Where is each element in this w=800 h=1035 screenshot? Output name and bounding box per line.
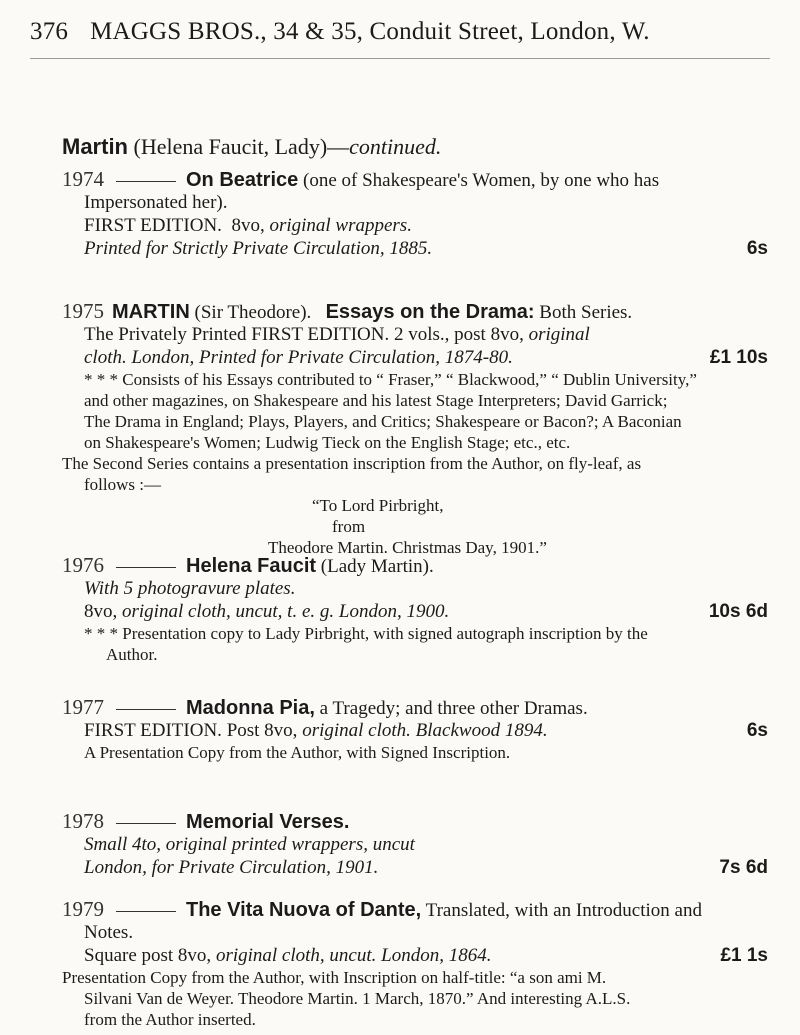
lot-title-rest: (Lady Martin). (316, 556, 434, 577)
lot-number: 1974 (62, 167, 104, 191)
entry-1978 (62, 810, 768, 879)
lot-number: 1975 (62, 299, 104, 323)
lot-number: 1978 (62, 809, 104, 833)
lot-imprint: London, for Private Circulation, 1901. (84, 857, 379, 878)
lot-description: Small 4to, original printed wrappers, uncut (84, 834, 415, 855)
inscription-line: from (332, 517, 366, 536)
lot-title: Madonna Pia, (186, 697, 315, 719)
lot-title: The Vita Nuova of Dante, (186, 899, 422, 921)
entry-1974 (62, 168, 768, 260)
lot-edition: FIRST EDITION. (84, 720, 222, 741)
lot-edition: FIRST EDITION. (84, 215, 222, 236)
lot-imprint-line (62, 237, 768, 260)
note-line: * * * Consists of his Essays contributed to “ Fraser,” “ Blackwood,” “ Dublin University,” (84, 370, 697, 389)
lot-imprint: London, 1864. (376, 945, 492, 966)
lot-imprint: Printed for Strictly Private Circulation, 1885. (84, 238, 433, 259)
entry-1975 (62, 300, 768, 558)
lot-title-continued: Notes. (84, 922, 134, 943)
entry-1979 (62, 898, 768, 1030)
lot-format: 8vo, (84, 601, 122, 622)
note-line: follows :— (84, 475, 161, 494)
entry-heading (62, 168, 768, 191)
lot-author-rest: (Sir Theodore). (189, 302, 312, 323)
running-head (30, 18, 770, 46)
lot-format: Post 8vo, (221, 720, 303, 741)
note-line: Presentation Copy from the Author, with Inscription on half-title: “a son ami M. (62, 968, 607, 987)
lot-title: On Beatrice (186, 169, 299, 191)
lot-price: 6s (746, 238, 768, 259)
ditto-dash (116, 567, 176, 568)
lot-title-continued: Impersonated her). (84, 192, 228, 213)
lot-title-rest: a Tragedy; and three other Dramas. (314, 698, 588, 719)
lot-title: Helena Faucit (186, 555, 317, 577)
lot-price: 6s (746, 720, 768, 741)
lot-title: Memorial Verses. (186, 811, 350, 833)
note-line: A Presentation Copy from the Author, with Signed Inscription. (84, 743, 511, 762)
note-line: from the Author inserted. (84, 1010, 256, 1029)
entry-heading (62, 810, 768, 833)
lot-price: £1 1s (720, 945, 768, 966)
lot-binding: original cloth. (302, 720, 411, 741)
lot-description (62, 323, 768, 346)
lot-title-rest: Both Series. (534, 302, 633, 323)
lot-imprint: cloth. London, Printed for Private Circulation, 1874-80. (84, 347, 513, 368)
section-heading (62, 134, 441, 160)
note-line: and other magazines, on Shakespeare and his latest Stage Interpreters; David Garrick; (84, 391, 668, 410)
lot-description (62, 214, 768, 237)
section-rest: (Helena Faucit, Lady)— (128, 134, 350, 159)
note-line: Silvani Van de Weyer. Theodore Martin. 1 March, 1870.” And interesting A.L.S. (84, 989, 631, 1008)
lot-binding: original (528, 324, 590, 345)
lot-author: MARTIN (112, 301, 190, 323)
lot-title: Essays on the Drama: (325, 301, 535, 323)
lot-imprint-line (62, 856, 768, 879)
lot-format: Square post 8vo, (84, 945, 216, 966)
lot-binding: original cloth, uncut, t. e. g. (122, 601, 335, 622)
entry-1976 (62, 554, 768, 665)
lot-format: 8vo, (231, 215, 270, 236)
lot-binding: original wrappers. (269, 215, 412, 236)
lot-number: 1979 (62, 897, 104, 921)
ditto-dash (116, 709, 176, 710)
entry-heading (62, 898, 768, 921)
lot-imprint-line (62, 600, 768, 623)
note-line: The Drama in England; Plays, Players, and Critics; Shakespeare or Bacon?; A Baconian (84, 412, 682, 431)
lot-imprint-line (62, 944, 768, 967)
lot-title-rest: (one of Shakespeare's Women, by one who has (298, 170, 660, 191)
entry-1977 (62, 696, 768, 763)
note-line: on Shakespeare's Women; Ludwig Tieck on the English Stage; etc., etc. (84, 433, 571, 452)
publisher-header: MAGGS BROS., 34 & 35, Conduit Street, London, W. (90, 18, 650, 45)
lot-imprint: Blackwood 1894. (410, 720, 548, 741)
inscription-line: Theodore Martin. Christmas Day, 1901.” (268, 538, 547, 557)
ditto-dash (116, 911, 176, 912)
lot-imprint-line (62, 719, 768, 742)
note-line: Author. (106, 645, 158, 664)
header-rule (30, 58, 770, 59)
lot-title-rest: Translated, with an Introduction and (421, 900, 702, 921)
lot-format: 2 vols., post 8vo, (389, 324, 529, 345)
lot-price: 10s 6d (708, 601, 768, 622)
lot-imprint: London, 1900. (334, 601, 450, 622)
page-number: 376 (30, 18, 69, 45)
note-line: * * * Presentation copy to Lady Pirbright, with signed autograph inscription by the (84, 624, 648, 643)
lot-price: £1 10s (709, 347, 768, 368)
lot-binding: original cloth, uncut. (215, 945, 377, 966)
section-name: Martin (62, 134, 128, 159)
section-continued: continued. (349, 134, 442, 159)
lot-edition: FIRST EDITION. (251, 324, 390, 345)
lot-number: 1977 (62, 695, 104, 719)
lot-plates: With 5 photogravure plates. (84, 578, 296, 599)
inscription-line: “To Lord Pirbright, (312, 496, 444, 515)
ditto-dash (116, 823, 176, 824)
lot-number: 1976 (62, 553, 104, 577)
note-line: The Second Series contains a presentation inscription from the Author, on fly-leaf, as (62, 454, 642, 473)
lot-desc-text: The Privately Printed (84, 324, 252, 345)
lot-price: 7s 6d (719, 857, 768, 878)
ditto-dash (116, 181, 176, 182)
entry-heading (62, 696, 768, 719)
entry-heading (62, 554, 768, 577)
entry-heading (62, 300, 768, 323)
lot-imprint-line (62, 346, 768, 369)
